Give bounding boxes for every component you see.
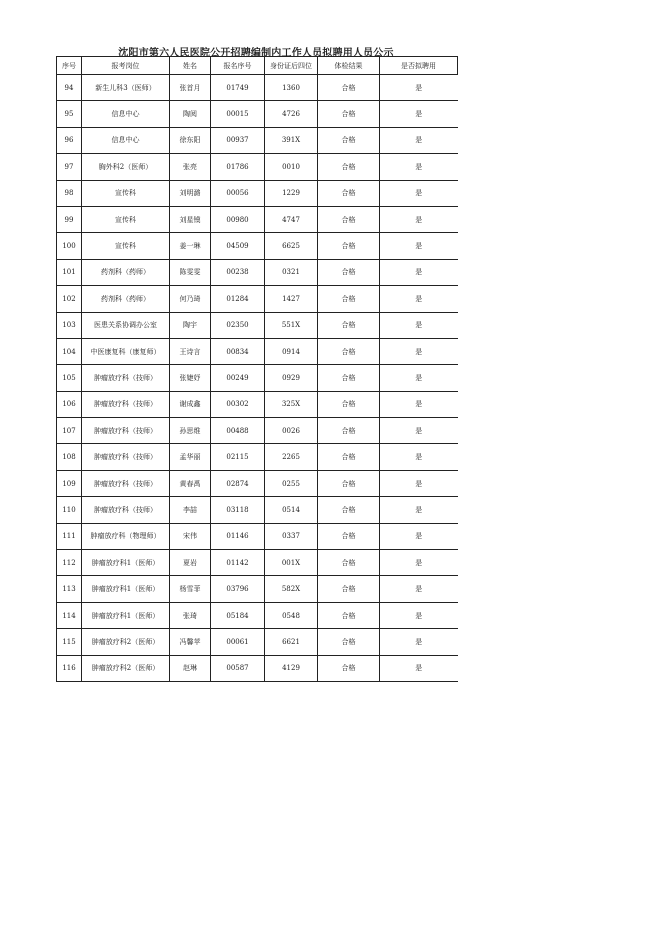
cell-seq: 102: [57, 286, 82, 312]
cell-hire: 是: [380, 629, 458, 655]
cell-reg-no: 00249: [211, 365, 265, 391]
cell-hire: 是: [380, 523, 458, 549]
cell-hire: 是: [380, 444, 458, 470]
cell-position: 宣传科: [82, 233, 170, 259]
cell-reg-no: 01142: [211, 550, 265, 576]
cell-name: 谢成鑫: [170, 391, 211, 417]
table-row: [57, 75, 458, 101]
cell-exam-result: 合格: [318, 127, 380, 153]
cell-exam-result: 合格: [318, 576, 380, 602]
table-header-row: [57, 57, 458, 75]
cell-reg-no: 00980: [211, 206, 265, 232]
cell-reg-no: 01284: [211, 286, 265, 312]
cell-id-last4: 2265: [265, 444, 318, 470]
table-row: [57, 206, 458, 232]
cell-position: 新生儿科3（医师）: [82, 75, 170, 101]
table-row: [57, 233, 458, 259]
cell-reg-no: 01786: [211, 154, 265, 180]
cell-reg-no: 00587: [211, 655, 265, 681]
cell-exam-result: 合格: [318, 154, 380, 180]
cell-reg-no: 00834: [211, 338, 265, 364]
cell-name: 何乃琦: [170, 286, 211, 312]
cell-exam-result: 合格: [318, 444, 380, 470]
cell-seq: 97: [57, 154, 82, 180]
cell-name: 杨雪菲: [170, 576, 211, 602]
cell-id-last4: 325X: [265, 391, 318, 417]
cell-exam-result: 合格: [318, 101, 380, 127]
cell-seq: 94: [57, 75, 82, 101]
page-title: 沈阳市第六人民医院公开招聘编制内工作人员拟聘用人员公示: [118, 48, 394, 59]
cell-id-last4: 0321: [265, 259, 318, 285]
cell-id-last4: 0914: [265, 338, 318, 364]
cell-reg-no: 00056: [211, 180, 265, 206]
cell-hire: 是: [380, 127, 458, 153]
cell-position: 医患关系协调办公室: [82, 312, 170, 338]
cell-position: 肿瘤放疗科1（医师）: [82, 602, 170, 628]
cell-hire: 是: [380, 154, 458, 180]
header-name: 姓名: [170, 57, 211, 75]
cell-seq: 101: [57, 259, 82, 285]
cell-id-last4: 4747: [265, 206, 318, 232]
table-row: [57, 259, 458, 285]
cell-exam-result: 合格: [318, 365, 380, 391]
cell-seq: 113: [57, 576, 82, 602]
table-row: [57, 655, 458, 681]
cell-exam-result: 合格: [318, 180, 380, 206]
cell-name: 冯馨苹: [170, 629, 211, 655]
cell-exam-result: 合格: [318, 75, 380, 101]
cell-position: 胸外科2（医师）: [82, 154, 170, 180]
cell-position: 药剂科（药师）: [82, 286, 170, 312]
table-row: [57, 602, 458, 628]
cell-position: 中医康复科（康复师）: [82, 338, 170, 364]
cell-exam-result: 合格: [318, 391, 380, 417]
cell-id-last4: 0026: [265, 418, 318, 444]
cell-position: 信息中心: [82, 101, 170, 127]
cell-name: 孟华丽: [170, 444, 211, 470]
cell-exam-result: 合格: [318, 523, 380, 549]
cell-id-last4: 0514: [265, 497, 318, 523]
cell-hire: 是: [380, 497, 458, 523]
cell-position: 肿瘤放疗科（物理师）: [82, 523, 170, 549]
table-row: [57, 154, 458, 180]
cell-position: 肿瘤放疗科2（医师）: [82, 655, 170, 681]
cell-hire: 是: [380, 338, 458, 364]
cell-name: 王诗言: [170, 338, 211, 364]
table-row: [57, 338, 458, 364]
cell-reg-no: 01749: [211, 75, 265, 101]
table-row: [57, 286, 458, 312]
cell-name: 张婕妤: [170, 365, 211, 391]
cell-reg-no: 00937: [211, 127, 265, 153]
cell-id-last4: 1360: [265, 75, 318, 101]
cell-seq: 111: [57, 523, 82, 549]
cell-hire: 是: [380, 259, 458, 285]
cell-position: 肿瘤放疗科（技师）: [82, 444, 170, 470]
cell-reg-no: 02874: [211, 470, 265, 496]
cell-hire: 是: [380, 180, 458, 206]
table-row: [57, 523, 458, 549]
table-row: [57, 576, 458, 602]
cell-reg-no: 00238: [211, 259, 265, 285]
header-reg-no: 报名序号: [211, 57, 265, 75]
cell-hire: 是: [380, 391, 458, 417]
cell-seq: 105: [57, 365, 82, 391]
cell-id-last4: 1427: [265, 286, 318, 312]
cell-reg-no: 00302: [211, 391, 265, 417]
cell-position: 肿瘤放疗科（技师）: [82, 391, 170, 417]
header-position: 报考岗位: [82, 57, 170, 75]
cell-hire: 是: [380, 418, 458, 444]
cell-id-last4: 391X: [265, 127, 318, 153]
cell-id-last4: 0337: [265, 523, 318, 549]
cell-exam-result: 合格: [318, 418, 380, 444]
table-row: [57, 101, 458, 127]
table-row: [57, 312, 458, 338]
cell-hire: 是: [380, 655, 458, 681]
cell-seq: 112: [57, 550, 82, 576]
cell-id-last4: 582X: [265, 576, 318, 602]
cell-position: 肿瘤放疗科（技师）: [82, 418, 170, 444]
cell-reg-no: 00061: [211, 629, 265, 655]
header-seq: 序号: [57, 57, 82, 75]
cell-seq: 99: [57, 206, 82, 232]
cell-id-last4: 551X: [265, 312, 318, 338]
cell-position: 肿瘤放疗科2（医师）: [82, 629, 170, 655]
cell-position: 肿瘤放疗科（技师）: [82, 365, 170, 391]
cell-seq: 114: [57, 602, 82, 628]
cell-id-last4: 0929: [265, 365, 318, 391]
cell-name: 张亮: [170, 154, 211, 180]
cell-exam-result: 合格: [318, 206, 380, 232]
cell-position: 肿瘤放疗科（技师）: [82, 497, 170, 523]
candidates-table: [56, 56, 458, 682]
cell-reg-no: 03118: [211, 497, 265, 523]
cell-id-last4: 0010: [265, 154, 318, 180]
cell-seq: 110: [57, 497, 82, 523]
cell-name: 徐东阳: [170, 127, 211, 153]
cell-name: 陶宇: [170, 312, 211, 338]
cell-hire: 是: [380, 75, 458, 101]
cell-position: 宣传科: [82, 206, 170, 232]
table-row: [57, 180, 458, 206]
cell-id-last4: 001X: [265, 550, 318, 576]
cell-position: 肿瘤放疗科1（医师）: [82, 576, 170, 602]
cell-seq: 98: [57, 180, 82, 206]
cell-name: 黄春禹: [170, 470, 211, 496]
table-row: [57, 365, 458, 391]
cell-hire: 是: [380, 550, 458, 576]
table-body: [57, 75, 458, 682]
cell-reg-no: 01146: [211, 523, 265, 549]
cell-name: 陶阅: [170, 101, 211, 127]
cell-hire: 是: [380, 365, 458, 391]
cell-position: 药剂科（药师）: [82, 259, 170, 285]
cell-hire: 是: [380, 470, 458, 496]
table-row: [57, 550, 458, 576]
cell-position: 肿瘤放疗科1（医师）: [82, 550, 170, 576]
cell-id-last4: 6625: [265, 233, 318, 259]
cell-hire: 是: [380, 101, 458, 127]
cell-position: 宣传科: [82, 180, 170, 206]
cell-seq: 109: [57, 470, 82, 496]
table-row: [57, 418, 458, 444]
cell-seq: 103: [57, 312, 82, 338]
cell-exam-result: 合格: [318, 655, 380, 681]
cell-seq: 116: [57, 655, 82, 681]
cell-reg-no: 02350: [211, 312, 265, 338]
cell-name: 张首月: [170, 75, 211, 101]
cell-name: 刘星镆: [170, 206, 211, 232]
table-row: [57, 497, 458, 523]
cell-name: 刘明潞: [170, 180, 211, 206]
cell-name: 李喆: [170, 497, 211, 523]
header-id-last4: 身份证后四位: [265, 57, 318, 75]
cell-reg-no: 04509: [211, 233, 265, 259]
cell-seq: 108: [57, 444, 82, 470]
cell-exam-result: 合格: [318, 629, 380, 655]
cell-id-last4: 1229: [265, 180, 318, 206]
table-row: [57, 629, 458, 655]
cell-id-last4: 4726: [265, 101, 318, 127]
cell-name: 夏岩: [170, 550, 211, 576]
cell-hire: 是: [380, 576, 458, 602]
header-exam-result: 体检结果: [318, 57, 380, 75]
cell-reg-no: 00488: [211, 418, 265, 444]
cell-reg-no: 00015: [211, 101, 265, 127]
cell-hire: 是: [380, 286, 458, 312]
cell-exam-result: 合格: [318, 470, 380, 496]
cell-seq: 104: [57, 338, 82, 364]
cell-id-last4: 6621: [265, 629, 318, 655]
cell-name: 赵琳: [170, 655, 211, 681]
cell-name: 张琦: [170, 602, 211, 628]
table-row: [57, 444, 458, 470]
cell-seq: 107: [57, 418, 82, 444]
cell-seq: 106: [57, 391, 82, 417]
cell-exam-result: 合格: [318, 602, 380, 628]
cell-hire: 是: [380, 233, 458, 259]
cell-hire: 是: [380, 602, 458, 628]
cell-position: 信息中心: [82, 127, 170, 153]
cell-seq: 96: [57, 127, 82, 153]
table-row: [57, 391, 458, 417]
table-row: [57, 127, 458, 153]
cell-id-last4: 4129: [265, 655, 318, 681]
cell-seq: 115: [57, 629, 82, 655]
cell-exam-result: 合格: [318, 259, 380, 285]
cell-seq: 100: [57, 233, 82, 259]
cell-exam-result: 合格: [318, 550, 380, 576]
cell-exam-result: 合格: [318, 233, 380, 259]
cell-hire: 是: [380, 206, 458, 232]
cell-exam-result: 合格: [318, 338, 380, 364]
cell-seq: 95: [57, 101, 82, 127]
cell-exam-result: 合格: [318, 497, 380, 523]
cell-reg-no: 05184: [211, 602, 265, 628]
cell-id-last4: 0255: [265, 470, 318, 496]
cell-exam-result: 合格: [318, 312, 380, 338]
cell-name: 陈雯雯: [170, 259, 211, 285]
cell-exam-result: 合格: [318, 286, 380, 312]
cell-reg-no: 02115: [211, 444, 265, 470]
cell-name: 孙思维: [170, 418, 211, 444]
cell-position: 肿瘤放疗科（技师）: [82, 470, 170, 496]
cell-id-last4: 0548: [265, 602, 318, 628]
cell-reg-no: 03796: [211, 576, 265, 602]
cell-hire: 是: [380, 312, 458, 338]
cell-name: 宋伟: [170, 523, 211, 549]
cell-name: 姜一琳: [170, 233, 211, 259]
table-row: [57, 470, 458, 496]
header-hire: 是否拟聘用: [380, 57, 458, 75]
